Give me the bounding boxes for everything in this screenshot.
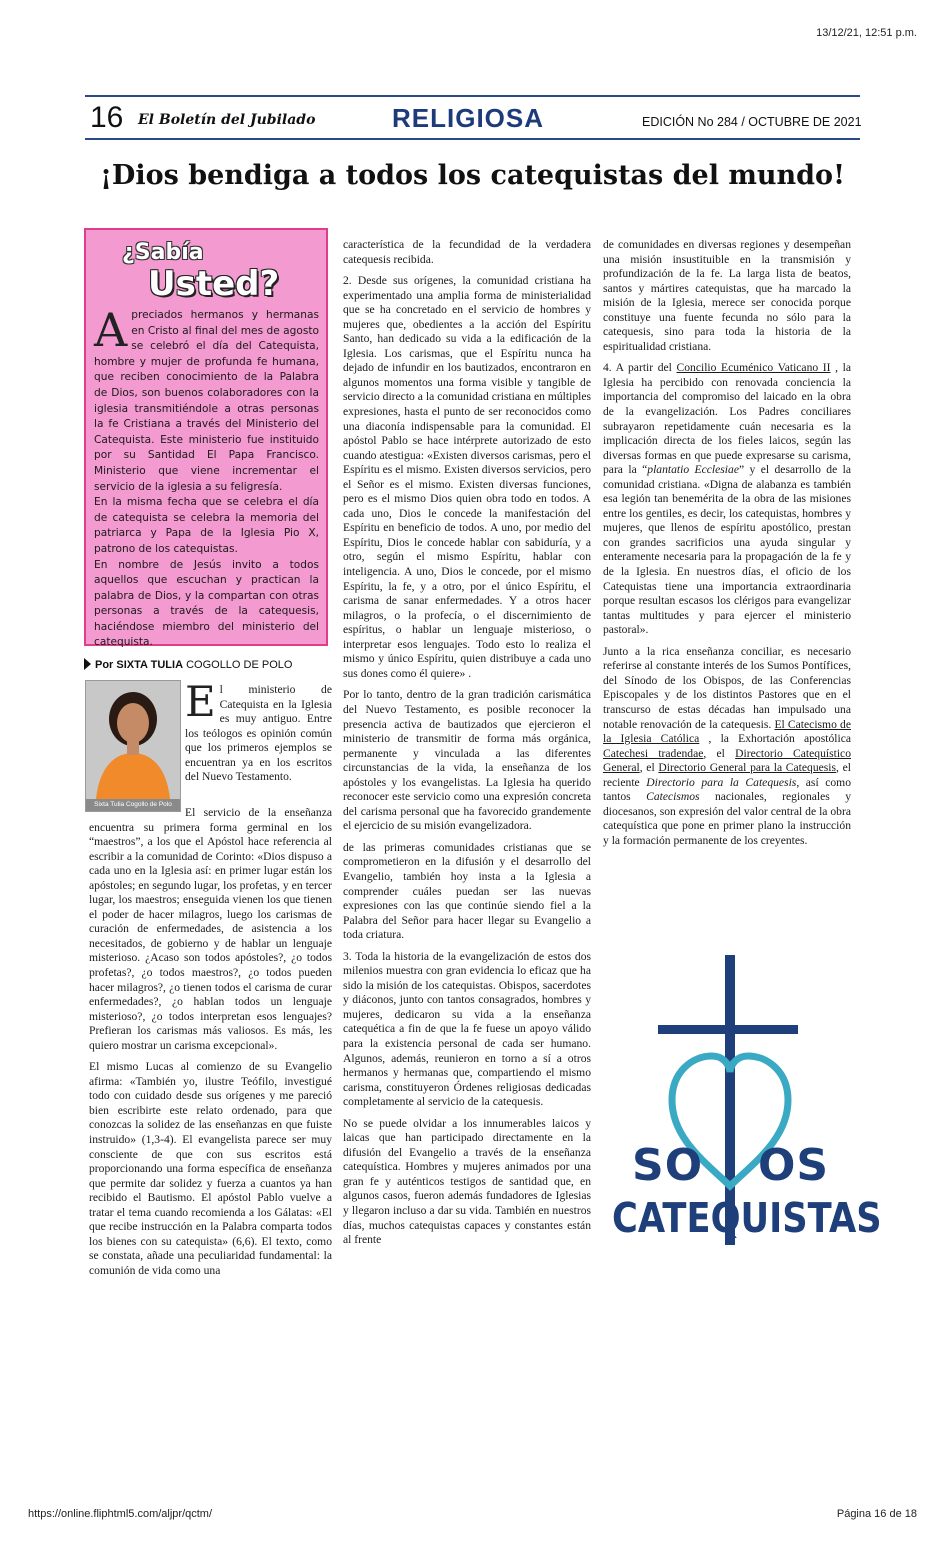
col3-paragraph-2 — [603, 361, 851, 637]
byline-author: SIXTA TULIA — [116, 659, 184, 671]
col3-p3-text-a: Junto a la rica enseñanza conciliar, es necesario referirse al constante interés de los Sumos Pontífices, del Sínodo de los Obispos, de las Conferencias Episcopales y de los distintos Pastores que en el transcurso de estas décadas han impulsado una notable renovación de la catequesis. — [603, 644, 851, 731]
column-1-intro — [185, 677, 332, 792]
col2-paragraph-1: 2. Desde sus orígenes, la comunidad cristiana ha experimentado una amplia forma de ministerialidad que se ha concretado en el servicio de hombres y mujeres que, obedientes a la acción del Espíritu Santo, han dedicado su vida a la edificación de la Iglesia. Los carismas, que el Espíritu nunca ha dejado de infundir en los bautizados, encontraron en algunos momentos una forma visible y tangible de servicio directo a la comunidad cristiana en múltiples expresiones, hasta el punto de ser reconocidos como una diaconía indispensable para la comunidad. El apóstol Pablo se hace intérprete autorizado de esto cuando atestigua: «Existen diversos carismas, pero el Espíritu es el mismo. Existen diversos servicios, pero el Señor es el mismo. Existen diversas funciones, pero es el mismo Dios quien obra todo en todos. A cada uno, Dios le concede la manifestación del Espíritu en beneficio de todos. A uno, por medio del Espíritu, Dios le concede hablar con sabiduría, y a otro, según el mismo Espíritu, hablar con inteligencia. A uno, Dios le concede, por el mismo Espíritu, la fe, y a otro, por el único Espíritu, el carisma de sanar enfermedades. Y a otros hacer milagros, o la profecía, o el discernimiento de espíritus, o hablar un lenguaje misterioso, o interpretar esos lenguajes. Todo esto lo realiza el mismo y único Espíritu, quien distribuye a cada uno sus dones como él quiere» . — [343, 274, 591, 680]
edition-info: EDICIÓN No 284 / OCTUBRE DE 2021 — [642, 115, 862, 129]
sabia-paragraph-2: En la misma fecha que se celebra el día de catequista se celebra la memoria del patriarca y Papa de la Iglesia Pio X, patrono de los catequistas. — [94, 496, 319, 555]
byline-arrow-icon — [84, 658, 91, 670]
col3-p2-text-b: , la Iglesia ha percibido con renovada conciencia la importancia del compromiso del laicado en la obra de la evangelización. Los Padres conciliares subrayaron repetidamente cuán necesaria es la implicación directa de los fieles laicos, según las diversas formas en que puede expresarse su carisma, para la “ — [603, 361, 852, 477]
link-directorio-catequistico[interactable]: Directorio Catequístico General — [603, 746, 851, 775]
col3-p2-text-a: 4. A partir del — [603, 361, 677, 375]
logo-catequistas: CATEQUISTAS — [612, 1194, 882, 1242]
col3-paragraph-1: de comunidades en diversas regiones y desempeñan una misión insustituible en la transmisión y profundización de la fe. La larga lista de beatos, santos y mártires catequistas, que ha marcado la misión de la Iglesia, merece ser conocida porque constituye una fuente fecunda no sólo para la catequesis, sino para toda la historia de la espiritualidad cristiana. — [603, 238, 851, 353]
col2-paragraph-0: característica de la fecundidad de la verdadera catequesis recibida. — [343, 238, 591, 266]
masthead-top-rule — [85, 95, 860, 97]
byline — [84, 658, 292, 671]
sabia-paragraph-1: preciados hermanos y hermanas en Cristo al final del mes de agosto se celebró el día del Catequista, hombre y mujer de profunda fe humana, que reciben conocimiento de la Palabra de Dios, son buenos colaboradores con la iglesia transmitiéndole a otras personas la fe Cristiana a través del Ministerio del Catequista. Este ministerio fue instituido por su Santidad El Papa Francisco. Ministerio que viene incrementar el servicio de la iglesia a su feligresía. — [94, 309, 319, 493]
print-datetime: 13/12/21, 12:51 p.m. — [816, 27, 917, 39]
sabia-title-line1: ¿Sabía — [122, 240, 204, 265]
col3-p3-italic-2: Catecismos — [646, 790, 700, 804]
col1-paragraph-1: El servicio de la enseñanza encuentra su primera forma germinal en los “maestros”, a los que el Apóstol hace referencia al escribir a la comunidad de Corinto: «Dios dispuso a cada uno en la Iglesia así: en primer lugar están los apóstoles; en segundo lugar, los profetas, y en tercer lugar, los maestros; enseguida vienen los que tienen el poder de hacer milagros, luego los carismas de curación de enfermedades, de asistencia a los necesitados, de gobierno y de hablar un lenguaje misterioso. ¿Acaso son todos apóstoles?, ¿o todos profetas?, ¿o todos maestros?, ¿o todos pueden hacer milagros?, ¿o tienen todos el carisma de curar enfermedades?, ¿o hablan todos un lenguaje misterioso?, ¿o todos interpretan esos lenguajes? Prefieran los carismas más valiosos. Es más, les quiero mostrar un carisma excepcional». — [89, 806, 332, 1052]
print-page-count: Página 16 de 18 — [836, 1508, 917, 1520]
col3-p2-text-c: ” y el desarrollo de la comunidad cristiana. «Digna de alabanza es también esa legión tan benemérita de la obra de las misiones entre los gentiles, es decir, los catequistas, hombres y mujeres, que llenos de espíritu apostólico, prestan con grandes sacrificios una ayuda singular y enteramente necesaria para la propagación de la fe y de la Iglesia. En nuestros días, el oficio de los Catequistas tiene una importancia extraordinaria porque resultan escasos los clérigos para evangelizar tantas multitudes y para ejercer el ministerio pastoral». — [603, 463, 851, 637]
sabia-usted-box — [84, 228, 328, 649]
col2-paragraph-5: No se puede olvidar a los innumerables laicos y laicas que han participado directamente en la difusión del Evangelio a través de la enseñanza catequística. Hombres y mujeres animados por una gran fe y auténticos testigos de santidad que, en algunos casos, fueron además fundadores de Iglesias y llegaron incluso a dar su vida. También en nuestros días, muchos catequistas capaces y constantes están al frente — [343, 1116, 591, 1247]
column-3 — [603, 238, 851, 855]
link-directorio-general[interactable]: Directorio General para la Catequesis — [658, 761, 837, 775]
col2-paragraph-3: de las primeras comunidades cristianas que se comprometieron en la difusión y el desarrollo del Evangelio, también hoy insta a la Iglesia a comprender cuáles puedan ser las nuevas expresiones con las que continúe siendo fiel a la Palabra del Señor para hacer llegar su Evangelio a toda criatura. — [343, 840, 591, 942]
newspaper-name: El Boletín del Jubilado — [138, 112, 316, 128]
logo-so: SO — [632, 1140, 704, 1191]
col3-p3-italic-1: Directorio para la Catequesis — [646, 775, 797, 789]
col3-p3-text-d: , el — [639, 761, 659, 775]
print-url[interactable]: https://online.fliphtml5.com/aljpr/qctm/ — [28, 1508, 213, 1520]
byline-author-rest: COGOLLO DE POLO — [186, 659, 293, 671]
col3-paragraph-3 — [603, 645, 851, 849]
page-number: 16 — [90, 101, 124, 134]
col3-p3-text-g: nacionales, regionales y diocesanos, son expresión del valor central de la obra catequística que pone en primer plano la instrucción y la formación permanente de los creyentes. — [603, 790, 852, 847]
col1-paragraph-2: El mismo Lucas al comienzo de su Evangelio afirma: «También yo, ilustre Teófilo, investigué todo con cuidado desde sus orígenes y me pareció bien escribirte este relato ordenado, para que conozcas la solidez de las enseñanzas en que fuiste instruido» (1,3-4). El evangelista parece ser muy consciente de que con sus escritos está proporcionando una forma específica de enseñanza que permite dar solidez y fuerza a cuantos ya han recibido el Bautismo. El apóstol Pablo vuelve a tratar el tema cuando recomienda a los Gálatas: «El que recibe instrucción en la Palabra comparta todos los bienes con su catequista» (6,6). El texto, como se constata, añade una peculiaridad fundamental: la comunión de vida como una — [89, 1060, 332, 1277]
somos-catequistas-logo — [610, 950, 882, 1260]
link-catechesi-tradendae[interactable]: Catechesi tradendae — [603, 746, 704, 760]
col3-p3-text-b: , la Exhortación apostólica — [699, 732, 851, 746]
link-catecismo[interactable]: El Catecismo de la Iglesia Católica — [603, 717, 851, 746]
logo-os: OS — [758, 1140, 830, 1191]
link-concilio-vaticano[interactable]: Concilio Ecuménico Vaticano II — [676, 361, 831, 375]
headline: ¡Dios bendiga a todos los catequistas del mundo! — [100, 160, 845, 191]
col3-p3-text-f: , así como tantos — [603, 775, 851, 804]
drop-cap-e: E — [185, 677, 216, 726]
column-1 — [89, 806, 332, 1286]
author-photo — [85, 680, 181, 812]
col2-paragraph-2: Por lo tanto, dentro de la gran tradición carismática del Nuevo Testamento, es posible reconocer la presencia activa de bautizados que ejercieron el ministerio de transmitir de forma más orgánica, permanente y vinculada a las diferentes circunstancias de la vida, la enseñanza de los apóstoles y los evangelistas. La Iglesia ha querido reconocer este servicio como una expresión concreta del carisma personal que ha favorecido grandemente el ejercicio de su misión evangelizadora. — [343, 688, 591, 833]
section-title: RELIGIOSA — [392, 103, 545, 133]
col1-intro: l ministerio de Catequista en la Iglesia es muy antiguo. Entre los teólogos es opinión común que los primeros ejemplos se encuentran ya en los escritos del Nuevo Testamento. — [185, 683, 332, 784]
photo-caption: Sixta Tulia Cogollo de Polo — [86, 799, 180, 811]
col3-p3-text-e: , el reciente — [603, 761, 851, 789]
col2-paragraph-4: 3. Toda la historia de la evangelización de estos dos milenios muestra con gran evidencia lo eficaz que ha sido la misión de los catequistas. Obispos, sacerdotes y diáconos, junto con tantos consagrados, hombres y mujeres, dedicaron su vida a la enseñanza catequética a fin de que la fe fuese un apoyo válido para la existencia personal de cada ser humano. Algunos, además, reunieron en torno a sí a otros hermanos y hermanas que, compartiendo el mismo carisma, constituyeron Órdenes religiosas dedicadas completamente al servicio de la catequesis. — [343, 949, 591, 1109]
sabia-usted-title — [94, 236, 319, 308]
author-portrait-icon — [86, 681, 180, 799]
col3-p3-text-c: , el — [703, 746, 736, 760]
sabia-usted-text — [94, 303, 319, 651]
sabia-paragraph-3: En nombre de Jesús invito a todos aquellos que escuchan y practican la palabra de Dios, y la compartan con otras personas a través de la catequesis, haciéndose miembro del ministerio del catequista. — [94, 558, 319, 649]
sabia-title-line2: Usted? — [148, 264, 280, 304]
masthead-bottom-rule — [85, 138, 860, 140]
col3-p2-italic: plantatio Ecclesiae — [647, 463, 739, 477]
drop-cap-a: A — [94, 303, 128, 357]
byline-prefix: Por — [95, 659, 114, 671]
column-2 — [343, 238, 591, 1255]
